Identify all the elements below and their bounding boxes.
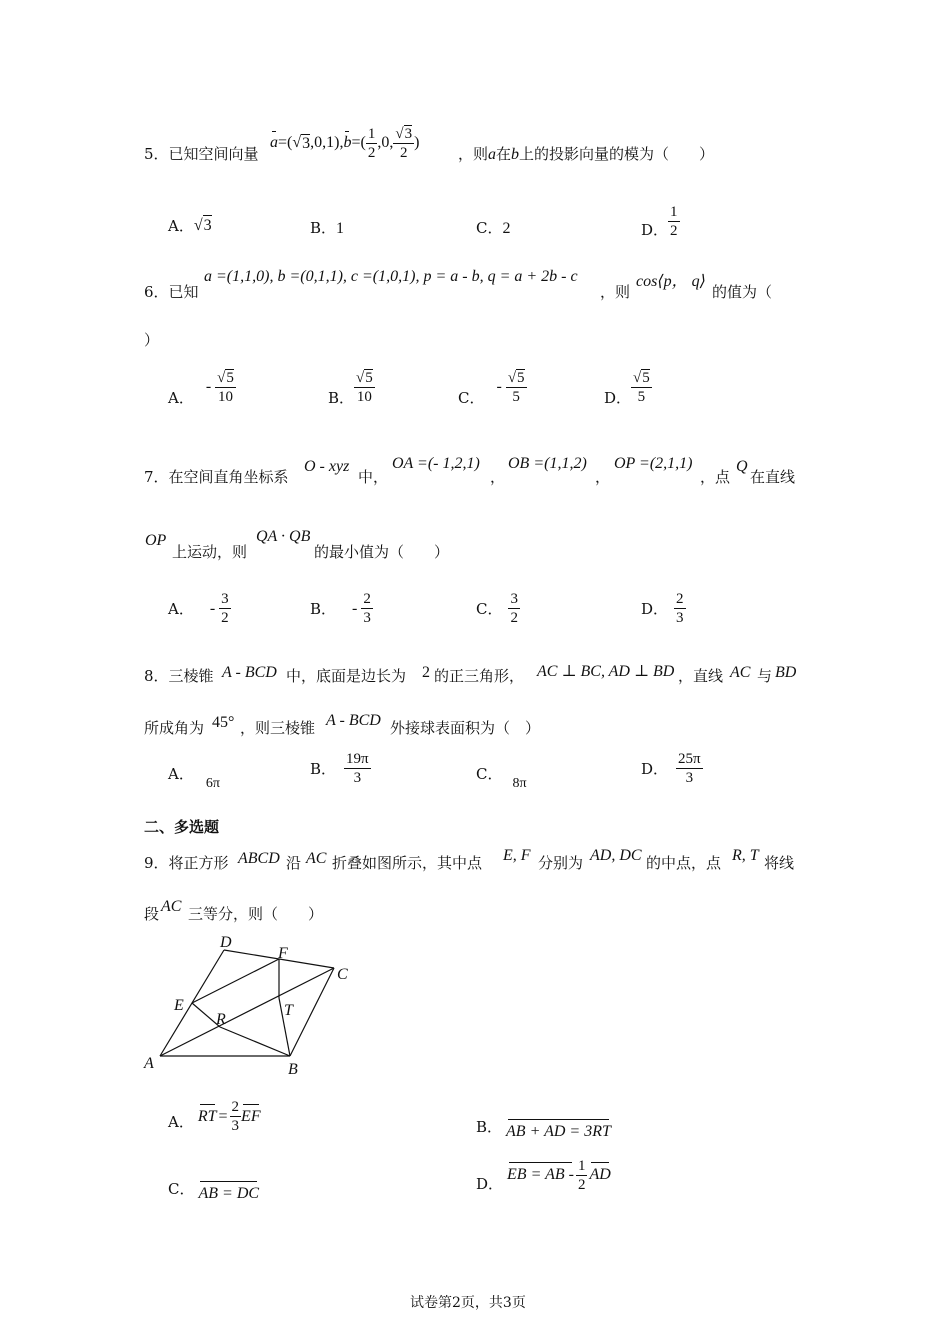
q8-stem — [144, 666, 214, 686]
frac-den: 10 — [356, 388, 372, 405]
q5-c-value: 2 — [502, 220, 511, 237]
q7-option-a[interactable] — [168, 590, 231, 627]
frac-den: 2 — [221, 610, 229, 626]
q5-close: ) — [414, 134, 420, 151]
q7-stem — [144, 467, 289, 487]
q9-pre: 将正方形 — [168, 854, 229, 872]
radicand: 5 — [365, 369, 373, 386]
q5-stem — [144, 144, 259, 164]
frac-num: 1 — [577, 1157, 586, 1174]
q9-mid: 折叠如图所示，其中点 — [332, 854, 483, 872]
q6-c-frac — [506, 369, 527, 406]
q6-cos: cos⟨p， q⟩ — [636, 273, 706, 290]
q8-option-c[interactable] — [476, 764, 527, 791]
option-label: C． — [476, 599, 503, 618]
q5-d-frac — [668, 203, 680, 240]
q7-b-frac — [361, 590, 373, 627]
option-label: D． — [641, 221, 669, 239]
q9-option-c[interactable] — [168, 1174, 259, 1204]
q9-mid3: 的中点，点 — [646, 854, 722, 872]
label-b: B — [288, 1061, 298, 1078]
frac-num: 25π — [678, 751, 701, 767]
frac-num: 2 — [231, 1099, 240, 1115]
q7-ob: OB =(1,1,2) — [508, 455, 587, 472]
frac-den: 10 — [218, 388, 234, 405]
frac-num: √5 — [633, 369, 650, 386]
label-a: A — [144, 1055, 154, 1072]
q6-b-frac — [354, 369, 375, 406]
q9-a-frac — [230, 1098, 242, 1135]
q7-post: ，点 — [700, 468, 731, 486]
q9-c-expr: AB = DC — [198, 1185, 260, 1202]
edge-cb — [290, 968, 334, 1056]
q8-option-b[interactable] — [310, 750, 371, 787]
q5-sqrt3-half — [393, 125, 414, 162]
q8-c-value: 8π — [512, 776, 527, 791]
q8-mid: 中，底面是边长为 — [286, 667, 407, 685]
q5-half-den: 2 — [367, 144, 376, 161]
frac-num: 2 — [363, 591, 371, 607]
q6-post2: 的值为（ — [712, 283, 773, 301]
q5-a-value: 3 — [203, 217, 212, 234]
radicand: 5 — [642, 369, 650, 386]
q9-post: 将线 — [764, 854, 795, 872]
folded-square-figure — [140, 928, 360, 1080]
option-label: C． — [458, 389, 485, 407]
q8-option-a[interactable] — [168, 764, 220, 791]
q5-b-value: 1 — [336, 220, 345, 237]
q5-option-a[interactable] — [168, 215, 212, 236]
q9-option-a[interactable] — [168, 1098, 261, 1135]
q5-option-b[interactable] — [310, 218, 344, 239]
q7-oa: OA =(- 1,2,1) — [392, 455, 480, 472]
frac-num: √5 — [356, 369, 373, 386]
page-footer: 试卷第2页，共3页 — [410, 1295, 526, 1311]
option-label: A． — [168, 389, 194, 407]
frac-num: 3 — [221, 591, 229, 607]
q8-two: 2 — [422, 664, 430, 681]
option-label: A． — [168, 1112, 194, 1131]
q6-stem — [144, 282, 199, 302]
q9-abcd: ABCD — [238, 850, 280, 867]
q8-bd: BD — [775, 664, 797, 681]
q7-d-frac — [674, 590, 686, 627]
minus-sign: - — [209, 599, 216, 617]
frac-den: 5 — [512, 388, 520, 405]
q7-dot: QA · QB — [256, 528, 311, 545]
q7-a-frac — [219, 590, 231, 627]
q8-mid2: 的正三角形， — [434, 667, 525, 685]
section-heading: 二、多选题 — [144, 818, 220, 836]
option-label: B． — [328, 389, 355, 407]
q9-d-lhs: EB = AB - — [507, 1166, 574, 1183]
q7-number: 7． — [144, 468, 169, 486]
q6-option-d[interactable] — [604, 366, 652, 408]
q5-half — [366, 125, 378, 162]
q7-option-d[interactable] — [641, 590, 686, 627]
q5-option-c[interactable] — [476, 218, 510, 239]
option-label: A． — [168, 216, 194, 235]
frac-den: 2 — [577, 1176, 586, 1193]
q5-option-d[interactable] — [641, 202, 680, 240]
frac-den: 3 — [676, 610, 684, 626]
frac-den: 2 — [670, 222, 678, 239]
option-label: B． — [476, 1118, 503, 1136]
q5-post2: 在 — [496, 145, 512, 163]
label-f: F — [278, 945, 288, 962]
q9-addc: AD, DC — [590, 847, 642, 864]
label-d: D — [220, 934, 232, 951]
frac-den: 3 — [231, 1118, 240, 1134]
q6-pre: 已知 — [168, 283, 199, 301]
q5-number: 5． — [144, 145, 169, 163]
vector-ad: AD — [589, 1166, 611, 1183]
q9-ef: E, F — [503, 847, 531, 864]
q5-a-open: =( — [278, 134, 293, 151]
q5-mid: ,0, — [377, 134, 394, 151]
q8-option-d[interactable] — [641, 750, 703, 787]
q8-b-frac — [344, 750, 371, 787]
q5-s3-num: √3 — [395, 125, 413, 142]
vector-b: b — [343, 134, 352, 151]
q6-option-a[interactable] — [168, 366, 236, 408]
option-label: C． — [476, 765, 503, 783]
q6-number: 6． — [144, 283, 169, 301]
vector-rt: RT — [197, 1107, 217, 1125]
q7-option-b[interactable] — [310, 590, 373, 627]
q7-line2-post: 的最小值为（ ） — [314, 543, 450, 561]
q8-pre: 三棱锥 — [168, 667, 214, 685]
q7-post2: 在直线 — [750, 468, 796, 486]
option-label: D． — [641, 599, 669, 618]
option-label: B． — [310, 599, 337, 618]
q5-var-a: a — [488, 146, 497, 163]
q8-d-frac — [676, 750, 703, 787]
q5-post1: ，则 — [458, 145, 489, 163]
option-label: C． — [168, 1180, 195, 1198]
frac-num: √5 — [217, 369, 234, 386]
q8-number: 8． — [144, 667, 169, 685]
frac-den: 5 — [637, 388, 646, 405]
option-label: A． — [168, 599, 194, 618]
label-c: C — [337, 966, 348, 983]
q8-line2-pre: 所成角为 — [144, 719, 205, 737]
frac-num: 1 — [670, 203, 678, 220]
q8-line2-post: 外接球表面积为（ ） — [390, 719, 541, 737]
vector-ef: EF — [241, 1107, 261, 1125]
q9-b-expr: AB + AD = 3RT — [506, 1123, 611, 1140]
q9-stem — [144, 853, 229, 873]
q7-system: O - xyz — [304, 458, 350, 475]
option-label: B． — [310, 219, 337, 237]
option-label: D． — [641, 759, 669, 778]
label-e: E — [174, 997, 184, 1014]
frac-den: 3 — [363, 610, 371, 626]
frac-num: 19π — [346, 751, 369, 767]
q7-pre: 在空间直角坐标系 — [168, 468, 289, 486]
q6-a-frac — [215, 369, 236, 406]
q6-option-c[interactable] — [458, 366, 527, 408]
option-label: D． — [476, 1175, 504, 1193]
q9-number: 9． — [144, 854, 169, 872]
vector-a: a — [270, 134, 278, 151]
option-label: D． — [604, 389, 632, 407]
q7-line2-mid: 上运动，则 — [172, 543, 248, 561]
frac-den: 3 — [685, 770, 694, 786]
q9-ac: AC — [306, 850, 327, 867]
q6-post — [600, 282, 630, 302]
q8-line2-tet: A - BCD — [326, 712, 381, 729]
equals-sign: = — [218, 1107, 228, 1125]
label-r: R — [216, 1011, 226, 1028]
q7-mid: 中， — [358, 468, 389, 486]
q6-post-text: ，则 — [600, 283, 631, 301]
q8-tet: A - BCD — [222, 664, 277, 681]
q7-line-op: OP — [145, 532, 167, 549]
q7-point-q: Q — [736, 458, 748, 475]
q5-formula — [270, 118, 419, 168]
frac-num: 2 — [676, 591, 684, 607]
q5-half-num: 1 — [367, 125, 376, 142]
frac-num: √5 — [507, 369, 525, 386]
q7-op: OP =(2,1,1) — [614, 455, 693, 472]
q5-pre-text: 已知空间向量 — [168, 145, 259, 163]
q8-a-value: 6π — [205, 776, 220, 791]
minus-sign: - — [352, 599, 358, 617]
q7-comma1: ， — [490, 468, 506, 486]
q5-post3: 上的投影向量的模为（ ） — [519, 145, 715, 163]
q9-line2-ac: AC — [161, 898, 182, 915]
q5-sqrt3: 3 — [302, 134, 311, 152]
q7-option-c[interactable] — [476, 590, 520, 627]
q9-along: 沿 — [286, 854, 302, 872]
label-t: T — [284, 1002, 293, 1019]
q6-formula: a =(1,1,0), b =(0,1,1), c =(1,0,1), p = a - b, q = a + 2b - c — [204, 268, 578, 285]
minus-sign: - — [496, 378, 502, 395]
q9-line2-pre: 段 — [144, 905, 160, 923]
q5-b-open: =( — [351, 134, 366, 151]
q9-d-frac — [576, 1157, 588, 1194]
segment-rb — [220, 1027, 290, 1056]
q6-d-frac — [631, 369, 652, 406]
q8-ac: AC — [730, 664, 751, 681]
q5-s3-radicand: 3 — [404, 125, 413, 142]
option-label: C． — [476, 219, 503, 237]
sqrt-sign: √ — [193, 216, 203, 234]
q5-var-b: b — [511, 146, 520, 163]
q9-option-d[interactable] — [476, 1156, 611, 1194]
q9-rt: R, T — [732, 847, 759, 864]
q9-option-b[interactable] — [476, 1112, 611, 1142]
q8-line2-mid: ，则三棱锥 — [240, 719, 316, 737]
q8-yu: 与 — [757, 667, 773, 685]
radicand: 5 — [226, 369, 234, 386]
frac-den: 2 — [510, 610, 518, 626]
q7-c-frac — [508, 590, 520, 627]
option-label: A． — [168, 765, 194, 783]
radicand: 5 — [517, 369, 525, 386]
minus-sign: - — [205, 378, 212, 395]
q5-a-rest: ,0,1), — [310, 134, 344, 151]
q7-comma2: ， — [595, 468, 611, 486]
option-label: B． — [310, 759, 337, 778]
q8-perp: AC ⊥ BC, AD ⊥ BD — [537, 663, 675, 680]
figure-lines — [160, 950, 334, 1056]
frac-num: 3 — [510, 591, 518, 607]
q9-mid2: 分别为 — [538, 854, 584, 872]
q5-stem-post — [458, 144, 714, 165]
q8-mid3: ，直线 — [678, 667, 724, 685]
sqrt-sign: √ — [292, 134, 302, 151]
q8-angle: 45° — [212, 714, 235, 731]
q5-s3-den: 2 — [399, 144, 408, 161]
q9-line2-post: 三等分，则（ ） — [188, 905, 324, 923]
frac-den: 3 — [353, 770, 362, 786]
q6-option-b[interactable] — [328, 366, 375, 408]
q6-close: ） — [144, 331, 160, 349]
